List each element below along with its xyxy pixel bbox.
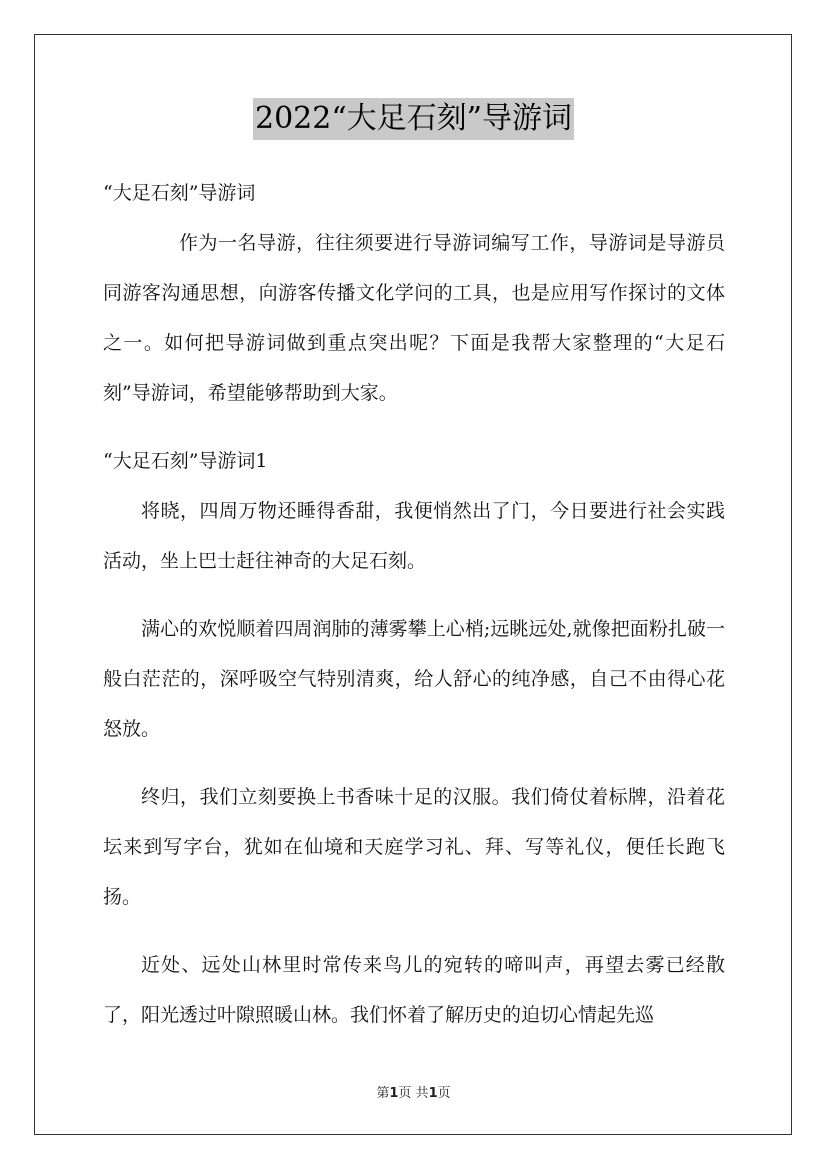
document-body bbox=[103, 168, 725, 1058]
body-paragraph: 终归，我们立刻要换上书香味十足的汉服。我们倚仗着标牌，沿着花坛来到写字台，犹如在仙境和天庭学习礼、拜、写等礼仪，便任长跑飞扬。 bbox=[103, 786, 725, 908]
section-heading: “大足石刻”导游词1 bbox=[103, 450, 268, 472]
page-footer bbox=[0, 1082, 827, 1101]
document-title: 2022“大足石刻”导游词 bbox=[253, 98, 574, 140]
footer-prefix: 第 bbox=[376, 1086, 390, 1101]
footer-total-pages: 1 bbox=[428, 1086, 438, 1101]
footer-mid: 页 共 bbox=[398, 1086, 429, 1101]
body-paragraph: 满心的欢悦顺着四周润肺的薄雾攀上心梢;远眺远处,就像把面粉扎破一般白茫茫的，深呼吸空气特别清爽，给人舒心的纯净感，自己不由得心花怒放。 bbox=[103, 618, 725, 740]
intro-paragraph: 作为一名导游，往往须要进行导游词编写工作，导游词是导游员同游客沟通思想，向游客传播文化学问的工具，也是应用写作探讨的文体之一。如何把导游词做到重点突出呢？下面是我帮大家整理的“大足石刻”导游词，希望能够帮助到大家。 bbox=[103, 232, 725, 404]
title-container bbox=[0, 98, 827, 140]
footer-page-number: 1 bbox=[389, 1086, 399, 1101]
footer-suffix: 页 bbox=[437, 1086, 451, 1101]
body-paragraph: 将晓，四周万物还睡得香甜，我便悄然出了门，今日要进行社会实践活动，坐上巴士赶往神奇的大足石刻。 bbox=[103, 500, 725, 572]
body-paragraph: 近处、远处山林里时常传来鸟儿的宛转的啼叫声，再望去雾已经散了，阳光透过叶隙照暖山林。我们怀着了解历史的迫切心情起先巡 bbox=[103, 954, 725, 1026]
document-subtitle: “大足石刻”导游词 bbox=[103, 182, 256, 204]
